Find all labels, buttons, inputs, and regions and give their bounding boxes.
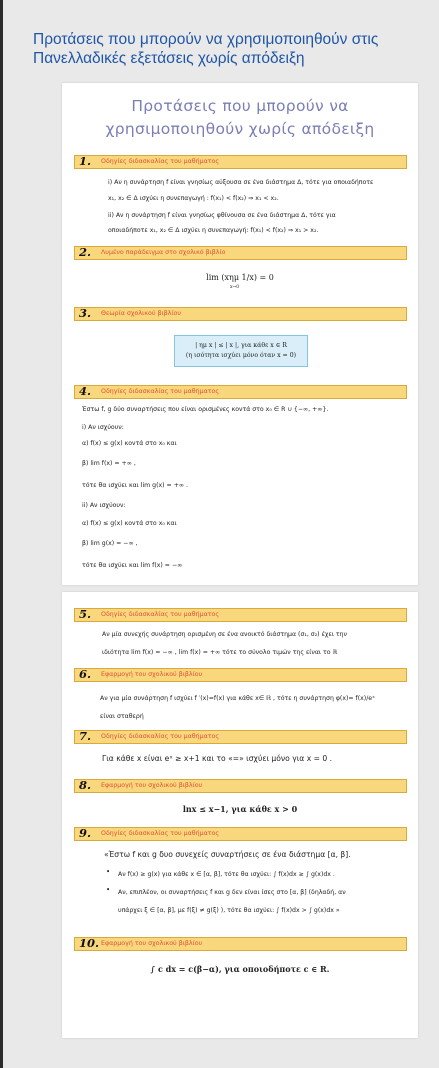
document-page-1: [62, 83, 418, 585]
document-title: [62, 95, 418, 141]
s9-bullet2-line2: υπάρχει ξ ∈ [α, β], με f(ξ) ≠ g(ξ) ), τότε θα ισχύει: ∫ f(x)dx > ∫ g(x)dx »: [118, 907, 340, 914]
s1-ii-line1: ii) Αν η συνάρτηση f είναι γνησίως φθίνουσα σε ένα διάστημα Δ, τότε για: [108, 212, 336, 219]
s4-ia: α) f(x) ≤ g(x) κοντά στο x₀ και: [82, 440, 177, 447]
section-number: 6.: [79, 667, 92, 681]
s1-i-line1: i) Αν η συνάρτηση f είναι γνησίως αύξουσα σε ένα διάστημα Δ, τότε για οποιαδήποτε: [108, 179, 374, 186]
section-number: 3.: [79, 306, 92, 320]
post-title[interactable]: Προτάσεις που μπορούν να χρησιμοποιηθούν στις Πανελλαδικές εξετάσεις χωρίς απόδειξη: [33, 31, 379, 67]
section-header-8: [74, 779, 407, 793]
section-label: Εφαρμογή του σχολικού βιβλίου: [101, 940, 203, 947]
s5-line2: ιδιότητα lim f(x) = −∞ , lim f(x) = +∞ τότε το σύνολο τιμών της είναι το ℝ: [102, 649, 338, 656]
s4-iib: β) lim g(x) = −∞ ,: [82, 540, 138, 547]
section-number: 9.: [79, 826, 92, 840]
section-header-5: [74, 608, 407, 622]
bullet-icon: •: [106, 886, 111, 894]
s4-intro: Έστω f, g δύο συναρτήσεις που είναι ορισμένες κοντά στο x₀ ∈ R ∪ {−∞, +∞}.: [82, 406, 329, 413]
section-number: 7.: [79, 729, 92, 743]
section-header-1: [74, 155, 407, 169]
s6-line1: Αν για μία συνάρτηση f ισχύει f ′(x)=f(x) για κάθε x∈ ℝ , τότε η συνάρτηση φ(x)= f(x)/eˣ: [100, 695, 375, 702]
document-title-line-1: Προτάσεις που μπορούν να: [131, 97, 349, 115]
section-number: 2.: [79, 245, 92, 259]
section-number: 8.: [79, 778, 92, 792]
section-label: Οδηγίες διδασκαλίας του μαθήματος: [101, 611, 220, 618]
s4-ic: τότε θα ισχύει και lim g(x) = +∞ .: [82, 482, 188, 489]
left-border: [0, 0, 3, 1068]
s4-iic: τότε θα ισχύει και lim f(x) = −∞: [82, 562, 183, 569]
theorem-box: [174, 335, 308, 367]
s3-line1: | ημ x | ≤ | x |, για κάθε x ∈ R: [195, 342, 287, 349]
section-header-10: [74, 937, 407, 951]
section-label: Λυμένο παράδειγμα στο σχολικό βιβλίο: [101, 249, 226, 256]
section-label: Οδηγίες διδασκαλίας του μαθήματος: [101, 388, 220, 395]
s4-i: i) Αν ισχύουν:: [82, 424, 124, 431]
section-header-7: [74, 730, 407, 744]
s5-line1: Αν μία συνεχής συνάρτηση ορισμένη σε ένα ανοικτό διάστημα (σ₁, σ₂) έχει την: [102, 631, 347, 638]
document-page-2: [62, 592, 418, 1038]
section-label: Οδηγίες διδασκαλίας του μαθήματος: [101, 733, 220, 740]
section-label: Οδηγίες διδασκαλίας του μαθήματος: [101, 830, 220, 837]
section-header-4: [74, 385, 407, 399]
s4-iia: α) f(x) ≤ g(x) κοντά στο x₀ και: [82, 520, 177, 527]
s9-bullet1: Αν f(x) ≥ g(x) για κάθε x ∈ [α, β], τότε θα ισχύει: ∫ f(x)dx ≥ ∫ g(x)dx .: [118, 871, 335, 878]
section-number: 10.: [79, 936, 100, 950]
section-label: Οδηγίες διδασκαλίας του μαθήματος: [101, 158, 220, 165]
s2-formula: lim (xημ 1/x) = 0: [206, 273, 274, 282]
document-title-line-2: χρησιμοποιηθούν χωρίς απόδειξη: [105, 120, 375, 138]
section-header-2: [74, 246, 407, 260]
s1-ii-line2: οποιαδήποτε x₁, x₂ ∈ Δ ισχύει η συνεπαγωγή: f(x₁) < f(x₂) ⇒ x₁ > x₂.: [108, 227, 319, 234]
s10-line: ∫ c dx = c(β−α), για οποιοδήποτε c ∈ R.: [150, 964, 330, 974]
s1-i-line2: x₁, x₂ ∈ Δ ισχύει η συνεπαγωγή : f(x₁) < f(x₂) ⇒ x₁ < x₂.: [108, 195, 279, 202]
s4-ii: ii) Αν ισχύουν:: [82, 502, 126, 509]
section-label: Θεωρία σχολικού βιβλίου: [101, 310, 181, 317]
section-label: Εφαρμογή του σχολικού βιβλίου: [101, 782, 203, 789]
section-label: Εφαρμογή του σχολικού βιβλίου: [101, 671, 203, 678]
section-header-6: [74, 668, 407, 682]
s3-line2: (η ισότητα ισχύει μόνο όταν x = 0): [185, 352, 297, 359]
section-number: 1.: [79, 154, 92, 168]
section-number: 5.: [79, 607, 92, 621]
s2-formula-sub: x→0: [230, 285, 240, 290]
s9-bullet2-line1: Αν, επιπλέον, οι συναρτήσεις f και g δεν είναι ίσες στο [α, β] (δηλαδή, αν: [118, 889, 346, 896]
s8-line: lnx ≤ x−1, για κάθε x > 0: [182, 804, 298, 814]
section-header-9: [74, 827, 407, 841]
bullet-icon: •: [106, 868, 111, 876]
s6-line2: είναι σταθερή: [100, 713, 144, 720]
s7-line: Για κάθε x είναι eˣ ≥ x+1 και το «=» ισχύει μόνο για x = 0 .: [102, 754, 333, 763]
s9-intro: «Έστω f και g δυο συνεχείς συναρτήσεις σε ένα διάστημα [α, β].: [104, 850, 351, 859]
section-header-3: [74, 307, 407, 321]
section-number: 4.: [79, 384, 92, 398]
s4-ib: β) lim f(x) = +∞ ,: [82, 460, 136, 467]
